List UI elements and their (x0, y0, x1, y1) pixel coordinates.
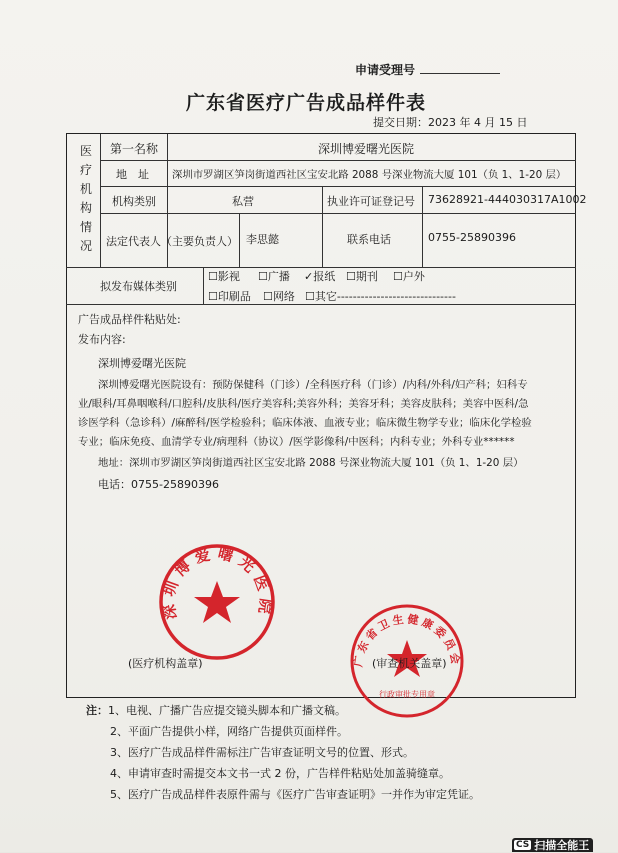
content-heading: 广告成品样件粘贴处: (78, 313, 181, 326)
first-name-value: 深圳博爱曙光医院 (318, 142, 415, 156)
note-item: 5、医疗广告成品样件表原件需与《医疗广告审查证明》一并作为审定凭证。 (110, 788, 480, 801)
media-option-video: ☐影视 (208, 270, 240, 283)
note-item: 2、平面广告提供小样，网络广告提供页面样件。 (110, 725, 348, 738)
first-name-label: 第一名称 (110, 142, 159, 156)
application-no-blank (420, 73, 500, 74)
page-title: 广东省医疗广告成品样件表 (186, 92, 427, 114)
media-option-print: ☐印刷品 (208, 290, 251, 303)
divider (239, 213, 240, 267)
divider (203, 267, 204, 304)
scanner-app-name: 扫描全能王 (534, 839, 590, 852)
review-seal-label: (审查机关盖章) (372, 657, 447, 670)
divider (100, 213, 576, 214)
svg-text:深圳博爱曙光医院: 深圳博爱曙光医院 (159, 544, 275, 621)
legal-rep-label: 法定代表人（主要负责人） (106, 235, 238, 248)
category-label: 机构类别 (112, 195, 156, 208)
address-label: 地 址 (116, 168, 149, 181)
media-option-web: ☐网络 (263, 290, 295, 303)
note-item: 1、电视、广播广告应提交镜头脚本和广播文稿。 (108, 704, 346, 717)
notes (86, 700, 480, 805)
scanner-app-watermark (512, 838, 593, 852)
legal-rep-value: 李思懿 (246, 233, 279, 246)
address-value: 深圳市罗湖区笋岗街道西社区宝安北路 2088 号深业物流大厦 101（负 1、1-20 层） (172, 169, 567, 181)
note-item: 3、医疗广告成品样件需标注广告审查证明文号的位置、形式。 (110, 746, 414, 759)
divider (100, 186, 576, 187)
media-option-outdoor: ☐户外 (393, 270, 425, 283)
hospital-seal-label: (医疗机构盖章) (128, 657, 203, 670)
divider (422, 186, 423, 267)
ad-content (78, 310, 558, 494)
svg-text:广东省卫生健康委员会: 广东省卫生健康委员会 (351, 612, 463, 668)
media-option-periodical: ☐期刊 (346, 270, 378, 283)
divider (100, 134, 101, 268)
license-value: 73628921-444030317A1002 (428, 193, 587, 206)
svg-text:行政审批专用章: 行政审批专用章 (379, 690, 435, 699)
phone-label: 联系电话 (347, 233, 391, 246)
divider (100, 160, 576, 161)
ad-phone: 电话：0755-25890396 (98, 478, 219, 491)
media-option-newspaper: ✓报纸 (304, 270, 336, 283)
divider (322, 186, 323, 267)
ad-description: 深圳博爱曙光医院设有：预防保健科（门诊）/全科医疗科（门诊）/内科/外科/妇产科；妇科专 业/眼科/耳鼻咽喉科/口腔科/皮肤科/医疗美容科;美容外科；美容牙科；美容皮肤科；美容中医科/急 诊医学科（急诊科）/麻醉科/医学检验科；临床体液、血液专业；临床微生物学专业；临床化学检验 专业；临床免疫、血清学专业/病理科（协议）/医学影像科/中医科；内科专业；外科专业****** (78, 379, 532, 448)
note-item: 4、申请审查时需提交本文书一式 2 份，广告样件粘贴处加盖骑缝章。 (110, 767, 450, 780)
media-label: 拟发布媒体类别 (100, 280, 177, 293)
application-no-label: 申请受理号 (355, 63, 416, 77)
notes-head: 注： (86, 704, 108, 717)
publish-label: 发布内容: (78, 333, 126, 346)
media-option-other: ☐其它------------------------------ (305, 290, 456, 303)
institution-section-label: 医 疗 机 构 情 况 (79, 144, 92, 253)
phone-value: 0755-25890396 (428, 231, 516, 244)
submit-date: 提交日期：2023 年 4 月 15 日 (373, 116, 528, 129)
divider (66, 304, 576, 305)
star-icon (194, 581, 240, 623)
ad-hospital-name: 深圳博爱曙光医院 (98, 357, 186, 370)
media-option-radio: ☐广播 (258, 270, 290, 283)
category-value: 私营 (232, 195, 254, 208)
license-label: 执业许可证登记号 (327, 195, 415, 208)
ad-address: 地址：深圳市罗湖区笋岗街道西社区宝安北路 2088 号深业物流大厦 101（负 1、1-20 层） (98, 457, 524, 469)
scanner-logo-icon: CS (516, 840, 530, 850)
hospital-seal (158, 543, 276, 661)
